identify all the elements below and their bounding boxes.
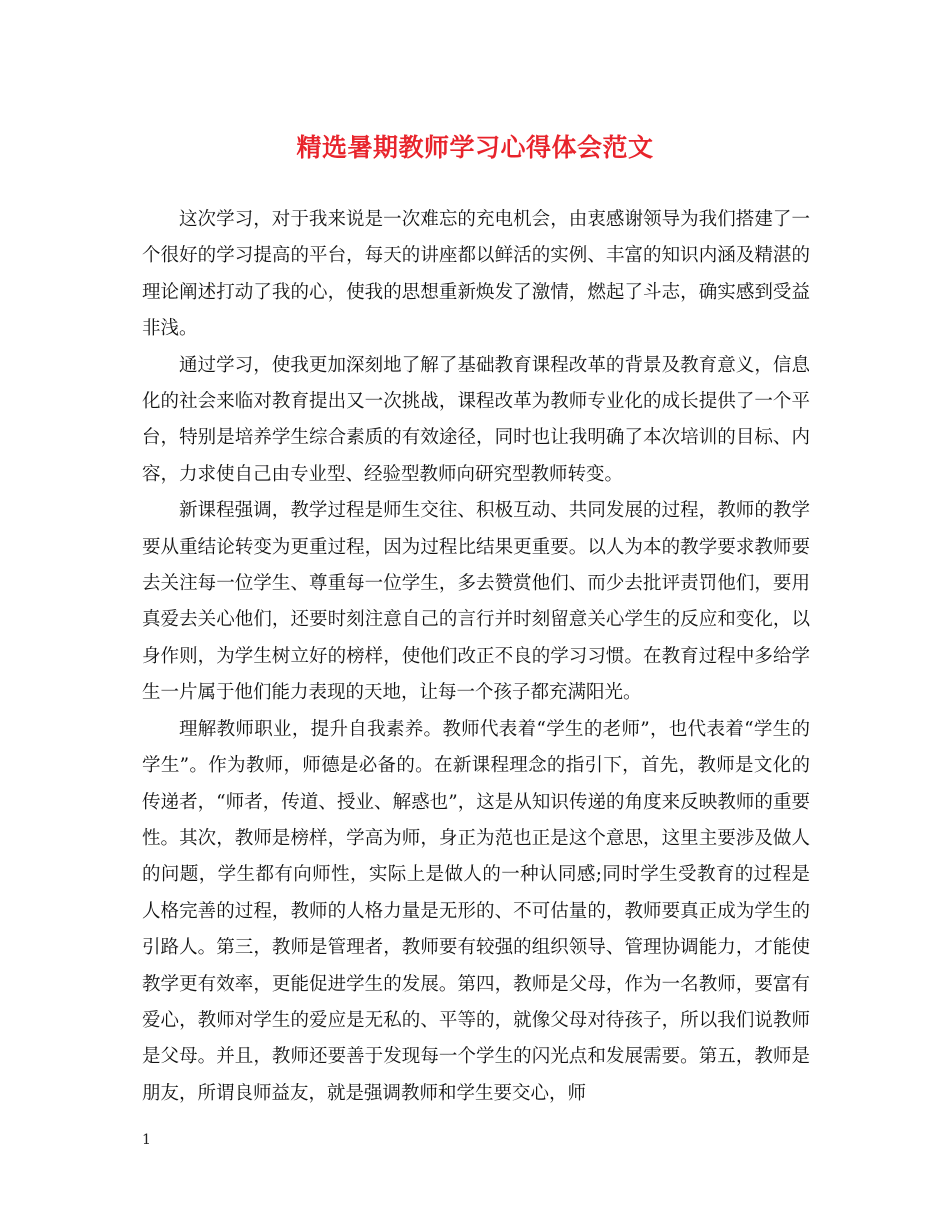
paragraph-3: 新课程强调，教学过程是师生交往、积极互动、共同发展的过程，教师的教学要从重结论转变为更重过程，因为过程比结果更重要。以人为本的教学要求教师要去关注每一位学生、尊重每一位学生，多去赞赏他们、而少去批评责罚他们，要用真爱去关心他们，还要时刻注意自己的言行并时刻留意关心学生的反应和变化，以身作则，为学生树立好的榜样，使他们改正不良的学习习惯。在教育过程中多给学生一片属于他们能力表现的天地，让每一个孩子都充满阳光。 [142, 500, 810, 704]
paragraph-1: 这次学习，对于我来说是一次难忘的充电机会，由衷感谢领导为我们搭建了一个很好的学习提高的平台，每天的讲座都以鲜活的实例、丰富的知识内涵及精湛的理论阐述打动了我的心，使我的思想重新焕发了激情，燃起了斗志，确实感到受益非浅。 [142, 209, 810, 340]
document-title: 精选暑期教师学习心得体会范文 [296, 133, 654, 162]
page-number: 1 [142, 1132, 151, 1148]
paragraph-2: 通过学习，使我更加深刻地了解了基础教育课程改革的背景及教育意义，信息化的社会来临对教育提出又一次挑战，课程改革为教师专业化的成长提供了一个平台，特别是培养学生综合素质的有效途径，同时也让我明确了本次培训的目标、内容，力求使自己由专业型、经验型教师向研究型教师转变。 [142, 354, 810, 485]
document-body [142, 202, 810, 1112]
paragraph-4: 理解教师职业，提升自我素养。教师代表着“学生的老师”，也代表着“学生的学生”。作为教师，师德是必备的。在新课程理念的指引下，首先，教师是文化的传递者，“师者，传道、授业、解惑也”，这是从知识传递的角度来反映教师的重要性。其次，教师是榜样，学高为师，身正为范也正是这个意思，这里主要涉及做人的问题，学生都有向师性，实际上是做人的一种认同感;同时学生受教育的过程是人格完善的过程，教师的人格力量是无形的、不可估量的，教师要真正成为学生的引路人。第三，教师是管理者，教师要有较强的组织领导、管理协调能力，才能使教学更有效率，更能促进学生的发展。第四，教师是父母，作为一名教师，要富有爱心，教师对学生的爱应是无私的、平等的，就像父母对待孩子，所以我们说教师是父母。并且，教师还要善于发现每一个学生的闪光点和发展需要。第五，教师是朋友，所谓良师益友，就是强调教师和学生要交心，师 [142, 718, 810, 1104]
